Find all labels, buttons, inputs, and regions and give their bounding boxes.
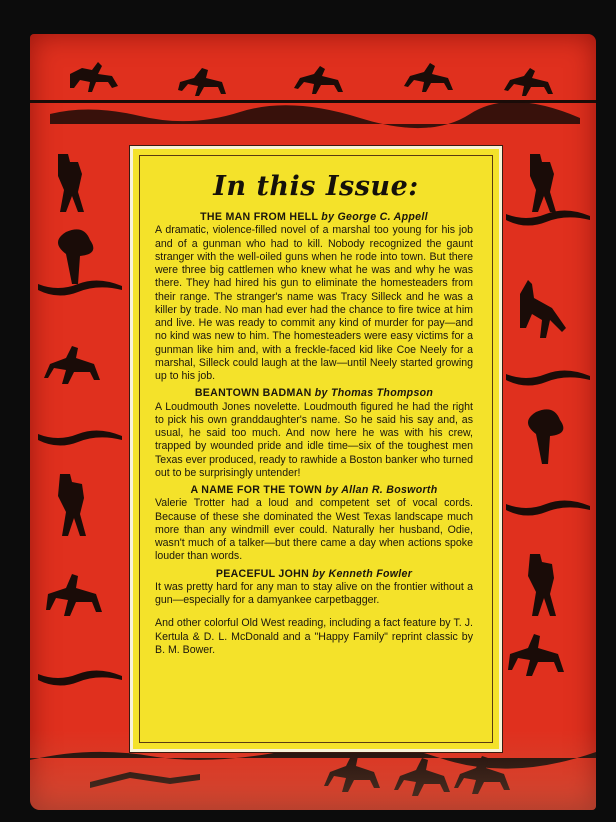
- horse-rider-silhouette: [404, 63, 453, 92]
- horse-rider-silhouette: [70, 62, 118, 92]
- horse-rider-silhouette: [44, 346, 100, 384]
- contents-list: [155, 211, 473, 657]
- story-heading: [155, 568, 473, 581]
- story-item: [155, 484, 473, 564]
- story-title: BEANTOWN BADMAN: [194, 387, 312, 400]
- story-item: [155, 568, 473, 608]
- magazine-back-cover: [30, 34, 596, 810]
- story-byline: by Kenneth Fowler: [312, 567, 413, 580]
- story-byline: by Allan R. Bosworth: [325, 484, 438, 496]
- story-heading: [155, 484, 473, 497]
- story-blurb: A Loudmouth Jones novelette. Loudmouth figured he had the right to pick his own granddaughter's name. So he said his say and, as usual, he said too much. And now here he was with his crew, trapped by wounded pride and idle time—six of the toughest men Texas ever produced, ready to rawhide a Boston banker who turned out to be surprisingly untender!: [155, 400, 474, 479]
- cowboy-silhouette: [528, 554, 556, 616]
- tree-silhouette: [58, 229, 93, 284]
- story-title: PEACEFUL JOHN: [215, 567, 310, 580]
- story-blurb: It was pretty hard for any man to stay alive on the frontier without a gun—especially for a damyankee carpetbagger.: [155, 580, 473, 606]
- story-blurb: A dramatic, violence-filled novel of a marshal too young for his job and of a gunman who had to kill. Nobody recognized the gaunt stranger with the well-oiled guns when he rode into town. But there were three big cattlemen who knew what he was and why he was there. They had hired his gun to eliminate the homesteaders from their range. The stranger's name was Tracy Silleck and he was a killer by trade. No man had ever had the chance to fire twice at him and live. He was ready to commit any kind of murder for pay—and no kind was new to him. The homesteaders were easy victims for a gunman like him and, with a freckle-faced kid like Coe Neely for a marshal, Silleck could laugh at the law—until Neely started growing up to his job.: [155, 224, 473, 382]
- contents-panel: [130, 146, 502, 752]
- cowboy-silhouette: [530, 154, 556, 212]
- horse-rider-silhouette: [178, 68, 226, 96]
- horse-rider-silhouette: [508, 634, 564, 676]
- tree-silhouette: [528, 409, 563, 464]
- horse-rider-silhouette: [294, 66, 343, 94]
- closing-note: And other colorful Old West reading, including a fact feature by T. J. Kertula & D. L. McDonald and a "Happy Family" reprint classic by B. M. Bower.: [155, 617, 473, 656]
- story-byline: by George C. Appell: [321, 211, 428, 223]
- wolf-silhouette: [520, 280, 566, 338]
- horse-rider-silhouette: [504, 68, 553, 96]
- story-blurb: Valerie Trotter had a loud and competent set of vocal cords. Because of these she dominated the West Texas landscape much more than any windmill ever could. Naturally her husband, Odie, wasn't much of a talker—but there came a day when actions spoke louder than words.: [155, 497, 473, 563]
- story-title: A NAME FOR THE TOWN: [190, 484, 323, 496]
- cowboy-silhouette: [58, 474, 86, 536]
- horse-rider-silhouette: [46, 574, 102, 616]
- story-item: [155, 211, 473, 383]
- story-title: THE MAN FROM HELL: [200, 211, 319, 223]
- story-byline: by Thomas Thompson: [314, 387, 434, 400]
- story-heading: [155, 387, 473, 400]
- story-heading: [155, 211, 473, 224]
- story-item: [155, 387, 473, 480]
- cowboy-silhouette: [58, 154, 84, 212]
- panel-heading: In this Issue:: [213, 171, 419, 202]
